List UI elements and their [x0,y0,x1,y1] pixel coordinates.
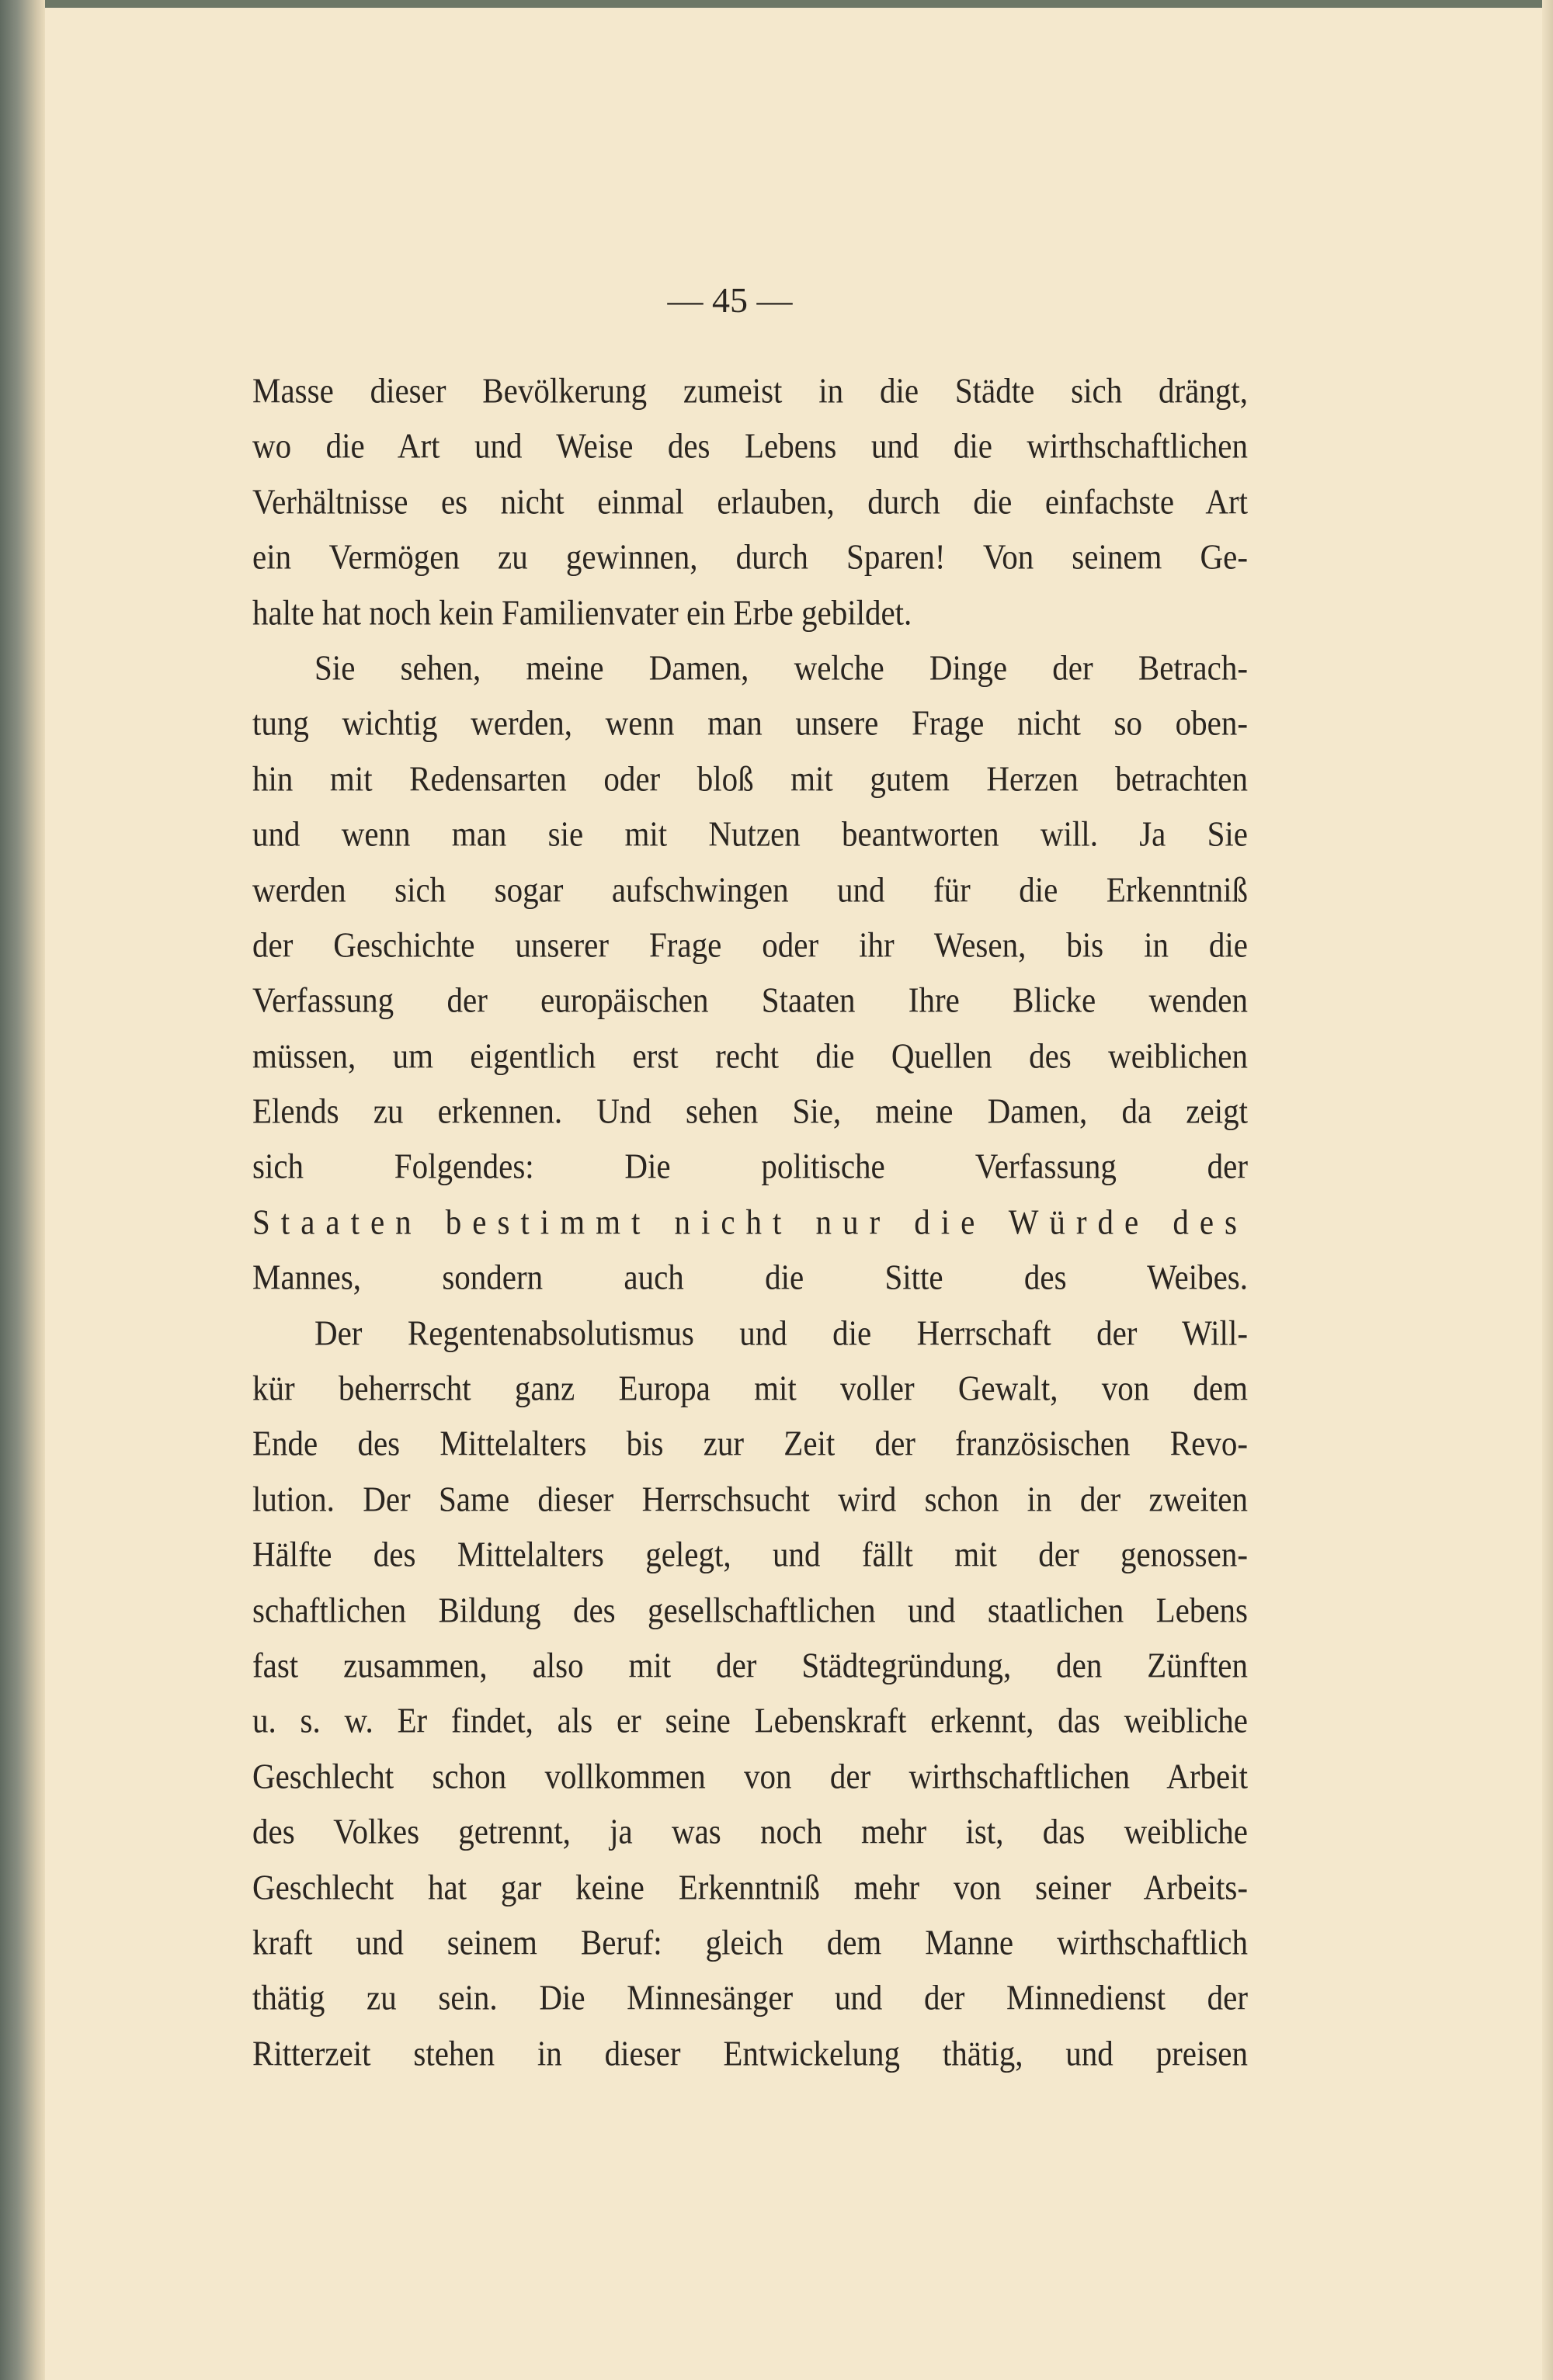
text-line: Sie sehen, meine Damen, welche Dinge der Betrach- [314,647,1248,688]
text-line: Der Regentenabsolutismus und die Herrschaft der Will- [314,1312,1248,1353]
text-line: Verfassung der europäischen Staaten Ihre Blicke wenden [252,980,1248,1020]
text-line: Masse dieser Bevölkerung zumeist in die Städte sich drängt, [252,370,1248,411]
text-line: ein Vermögen zu gewinnen, durch Sparen! Von seinem Ge- [252,536,1248,577]
text-line: kür beherrscht ganz Europa mit voller Gewalt, von dem [252,1368,1248,1408]
text-line: lution. Der Same dieser Herrschsucht wird schon in der zweiten [252,1478,1248,1519]
text-line: der Geschichte unserer Frage oder ihr Wesen, bis in die [252,925,1248,965]
text-line-emphasized: Mannes, sondern auch die Sitte des Weibes. [252,1257,1248,1297]
text-line: müssen, um eigentlich erst recht die Quellen des weiblichen [252,1035,1248,1076]
book-top-edge [0,0,1553,8]
text-line: Verhältnisse es nicht einmal erlauben, durch die einfachste Art [252,481,1248,522]
text-line: schaftlichen Bildung des gesellschaftlichen und staatlichen Lebens [252,1589,1248,1630]
text-line: Elends zu erkennen. Und sehen Sie, meine Damen, da zeigt [252,1091,1248,1131]
text-line: Ende des Mittelalters bis zur Zeit der französischen Revo- [252,1423,1248,1464]
text-line: hin mit Redensarten oder bloß mit gutem Herzen betrachten [252,758,1248,799]
text-line-emphasized: sich Folgendes: Die politische Verfassung der [252,1146,1248,1187]
page-number: — 45 — [667,280,793,320]
text-line: Geschlecht hat gar keine Erkenntniß mehr von seiner Arbeits- [252,1866,1248,1907]
page-right-edge [1542,0,1553,2380]
text-line: kraft und seinem Beruf: gleich dem Manne wirthschaftlich [252,1922,1248,1962]
text-line: thätig zu sein. Die Minnesänger und der Minnedienst der [252,1977,1248,2018]
text-line: des Volkes getrennt, ja was noch mehr ist, das weibliche [252,1811,1248,1851]
text-line: Ritterzeit stehen in dieser Entwickelung thätig, und preisen [252,2032,1248,2073]
text-line: u. s. w. Er findet, als er seine Lebenskraft erkennt, das weibliche [252,1700,1248,1741]
text-line: Hälfte des Mittelalters gelegt, und fällt mit der genossen- [252,1534,1248,1574]
body-text [252,363,1248,2081]
text-line: und wenn man sie mit Nutzen beantworten will. Ja Sie [252,814,1248,854]
text-line: halte hat noch kein Familienvater ein Erbe gebildet. [252,592,912,633]
text-line: Geschlecht schon vollkommen von der wirthschaftlichen Arbeit [252,1755,1248,1796]
text-line: werden sich sogar aufschwingen und für die Erkenntniß [252,869,1248,910]
text-line-emphasized: Staaten bestimmt nicht nur die Würde des [252,1202,1248,1242]
text-line: tung wichtig werden, wenn man unsere Frage nicht so oben- [252,703,1248,744]
text-line: wo die Art und Weise des Lebens und die wirthschaftlichen [252,425,1248,467]
text-line: fast zusammen, also mit der Städtegründung, den Zünften [252,1645,1248,1685]
book-spine-edge [0,0,45,2380]
